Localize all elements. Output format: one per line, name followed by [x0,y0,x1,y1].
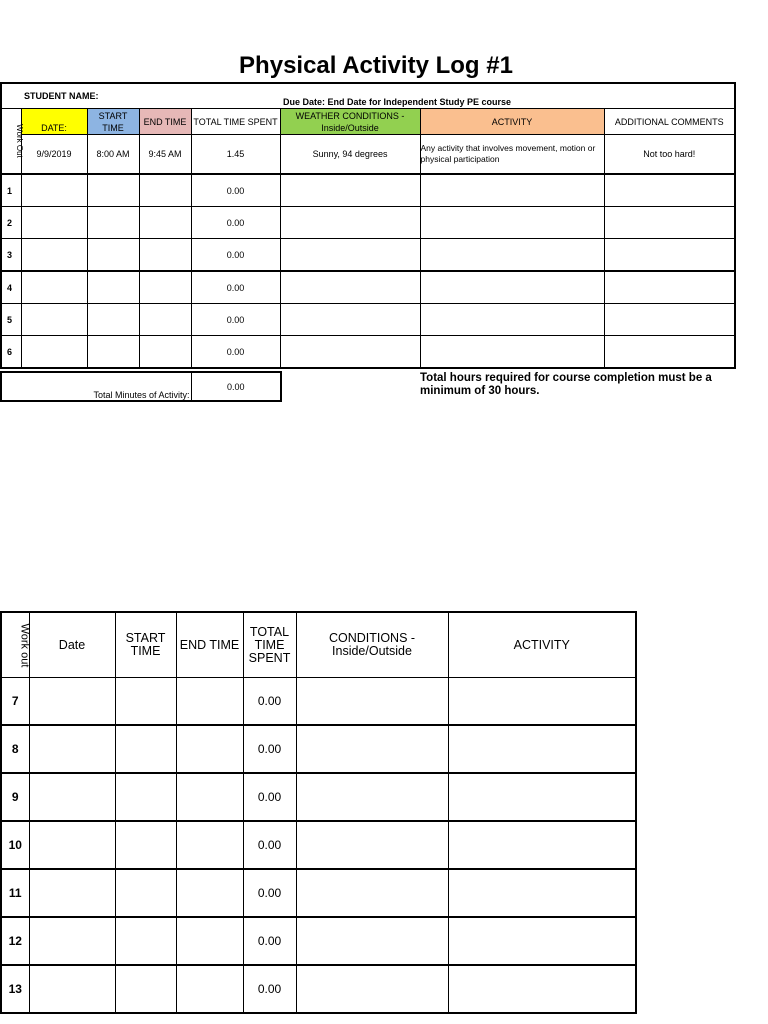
start-cell[interactable] [87,336,139,369]
activity-header: ACTIVITY [420,109,604,135]
date-cell[interactable] [29,773,115,821]
comments-cell[interactable] [604,304,735,336]
weather-cell[interactable] [280,336,420,369]
row-number: 3 [1,239,21,272]
end-cell[interactable] [176,917,243,965]
date-cell[interactable] [29,678,115,726]
row-number: 4 [1,271,21,304]
total-cell: 0.00 [191,304,280,336]
total-cell: 0.00 [191,336,280,369]
start-cell[interactable] [115,773,176,821]
start-cell[interactable] [87,174,139,207]
total-cell: 0.00 [243,821,296,869]
activity-cell[interactable] [420,239,604,272]
total-cell: 0.00 [191,271,280,304]
date-header: DATE: [21,109,87,135]
start-cell[interactable] [87,239,139,272]
total-cell: 0.00 [243,678,296,726]
total-cell: 0.00 [191,174,280,207]
weather-cell[interactable] [280,239,420,272]
conditions-header: CONDITIONS - Inside/Outside [296,612,448,678]
date-cell[interactable] [29,725,115,773]
conditions-cell[interactable] [296,678,448,726]
start-cell[interactable] [115,869,176,917]
start-cell[interactable] [115,965,176,1013]
activity-cell[interactable] [448,678,636,726]
weather-cell[interactable] [280,304,420,336]
table-row [1,207,735,239]
table-row [1,725,636,773]
total-cell: 0.00 [243,773,296,821]
activity-cell[interactable] [448,917,636,965]
total-minutes-label: Total Minutes of Activity: [1,372,191,401]
workout-header: Work out [1,612,29,678]
table-row [1,773,636,821]
end-cell[interactable] [176,869,243,917]
comments-cell[interactable] [604,271,735,304]
date-cell[interactable] [21,174,87,207]
total-time-header: TOTAL TIME SPENT [191,109,280,135]
end-cell[interactable] [139,239,191,272]
activity-cell[interactable] [448,965,636,1013]
table-row [1,869,636,917]
weather-cell[interactable] [280,271,420,304]
end-cell[interactable] [176,725,243,773]
weather-header: WEATHER CONDITIONS - Inside/Outside [280,109,420,135]
conditions-cell[interactable] [296,869,448,917]
activity-log-table-continued [0,611,637,1014]
conditions-cell[interactable] [296,821,448,869]
date-cell[interactable] [21,239,87,272]
end-cell[interactable] [176,773,243,821]
total-cell: 0.00 [191,207,280,239]
activity-cell[interactable] [420,336,604,369]
end-cell[interactable] [139,336,191,369]
start-cell[interactable] [115,678,176,726]
activity-cell[interactable] [420,174,604,207]
start-cell[interactable] [87,304,139,336]
date-cell[interactable] [29,965,115,1013]
date-cell[interactable] [21,336,87,369]
end-cell[interactable] [176,965,243,1013]
end-cell[interactable] [176,678,243,726]
conditions-cell[interactable] [296,725,448,773]
conditions-cell[interactable] [296,965,448,1013]
row-number: 6 [1,336,21,369]
example-comments: Not too hard! [604,135,735,175]
page-title: Physical Activity Log #1 [239,52,513,79]
table-row [1,965,636,1013]
end-cell[interactable] [176,821,243,869]
row-number: 13 [1,965,29,1013]
table-row [1,821,636,869]
activity-cell[interactable] [420,271,604,304]
weather-cell[interactable] [280,174,420,207]
table-row [1,174,735,207]
end-time-header: END TIME [139,109,191,135]
row-number: 12 [1,917,29,965]
activity-cell[interactable] [448,869,636,917]
row-number: 8 [1,725,29,773]
row-number: 9 [1,773,29,821]
total-time-header: TOTAL TIME SPENT [243,612,296,678]
start-cell[interactable] [115,917,176,965]
date-cell[interactable] [29,821,115,869]
table-row [1,239,735,272]
start-cell[interactable] [115,821,176,869]
activity-header: ACTIVITY [448,612,636,678]
row-number: 2 [1,207,21,239]
activity-cell[interactable] [420,207,604,239]
row-number: 10 [1,821,29,869]
table-row [1,271,735,304]
example-row [1,135,735,175]
due-date-label: Due Date: End Date for Independent Study PE course [280,83,735,109]
example-date: 9/9/2019 [21,135,87,175]
start-time-header: START TIME [115,612,176,678]
student-name-label: STUDENT NAME: [21,83,191,109]
activity-cell[interactable] [448,821,636,869]
table-row [1,336,735,369]
end-cell[interactable] [139,304,191,336]
spacer-cell [1,83,21,109]
row-number: 7 [1,678,29,726]
comments-header: ADDITIONAL COMMENTS [604,109,735,135]
example-total: 1.45 [191,135,280,175]
date-header: Date [29,612,115,678]
header-row [1,109,735,135]
total-cell: 0.00 [243,725,296,773]
total-cell: 0.00 [243,965,296,1013]
total-minutes-value: 0.00 [191,372,281,401]
table-row [1,917,636,965]
date-cell[interactable] [21,271,87,304]
comments-cell[interactable] [604,336,735,369]
activity-cell[interactable] [448,773,636,821]
table-row [1,678,636,726]
end-cell[interactable] [139,207,191,239]
student-name-field[interactable] [191,83,280,109]
date-cell[interactable] [29,917,115,965]
example-activity: Any activity that involves movement, motion or physical participation [420,135,604,175]
workout-header: Work Out [1,109,21,175]
student-name-row [1,83,735,109]
total-cell: 0.00 [243,917,296,965]
total-cell: 0.00 [191,239,280,272]
activity-log-table [0,82,736,369]
end-cell[interactable] [139,174,191,207]
row-number: 1 [1,174,21,207]
start-cell[interactable] [115,725,176,773]
date-cell[interactable] [21,304,87,336]
table-row [1,304,735,336]
end-time-header: END TIME [176,612,243,678]
activity-cell[interactable] [448,725,636,773]
activity-cell[interactable] [420,304,604,336]
row-number: 5 [1,304,21,336]
example-weather: Sunny, 94 degrees [280,135,420,175]
comments-cell[interactable] [604,207,735,239]
start-cell[interactable] [87,207,139,239]
date-cell[interactable] [29,869,115,917]
date-cell[interactable] [21,207,87,239]
total-minutes-box [0,371,282,402]
example-end: 9:45 AM [139,135,191,175]
end-cell[interactable] [139,271,191,304]
row-number: 11 [1,869,29,917]
example-start: 8:00 AM [87,135,139,175]
comments-cell[interactable] [604,174,735,207]
total-cell: 0.00 [243,869,296,917]
conditions-cell[interactable] [296,773,448,821]
start-cell[interactable] [87,271,139,304]
start-time-header: START TIME [87,109,139,135]
comments-cell[interactable] [604,239,735,272]
conditions-cell[interactable] [296,917,448,965]
requirement-note: Total hours required for course completion must be a minimum of 30 hours. [420,372,712,397]
weather-cell[interactable] [280,207,420,239]
header-row [1,612,636,678]
